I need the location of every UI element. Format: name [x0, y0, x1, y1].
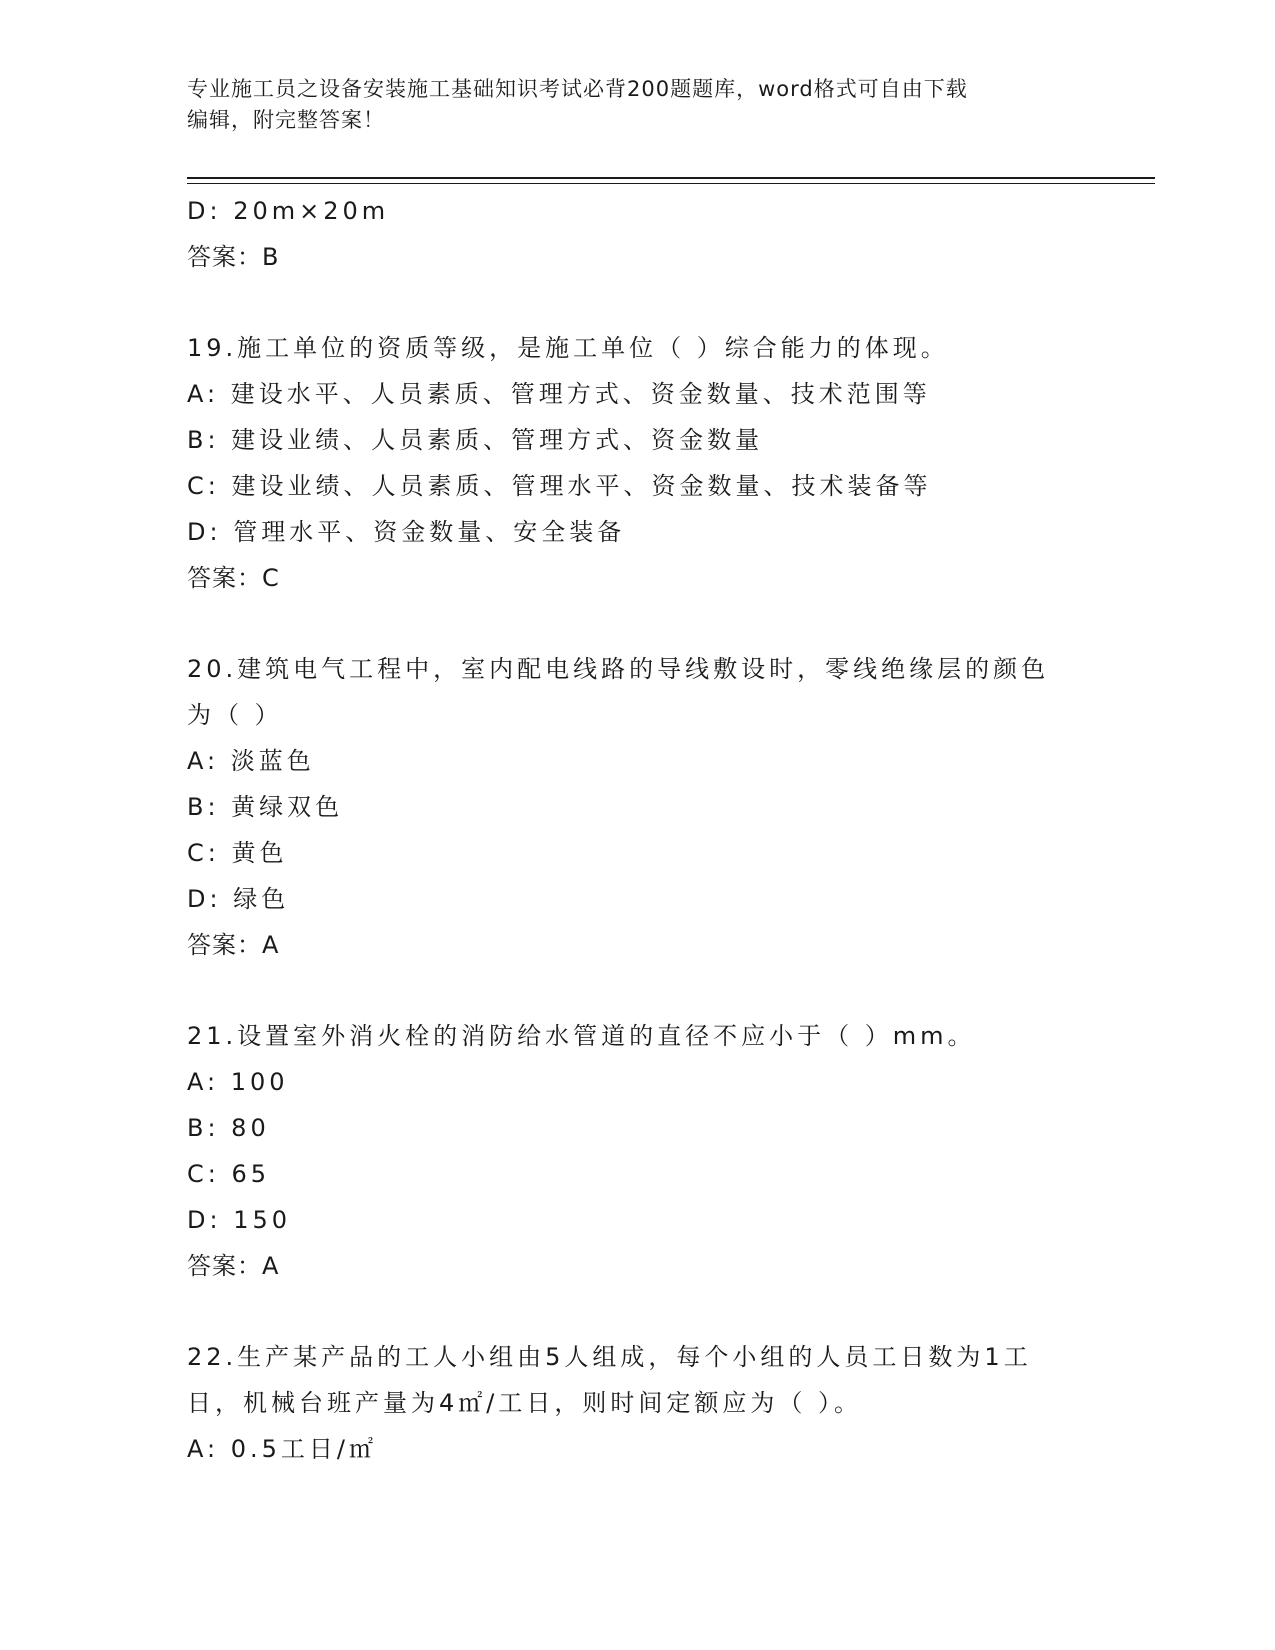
header-line-2: 编辑，附完整答案！ [187, 108, 385, 132]
option-a: A: 0.5工日/㎡ [187, 1435, 377, 1463]
question-19 [187, 325, 1087, 601]
answer: 答案：C [187, 564, 280, 592]
option-c: C: 黄色 [187, 839, 288, 867]
question-stem: 22.生产某产品的工人小组由5人组成，每个小组的人员工日数为1工 [187, 1343, 1032, 1371]
question-stem-continued: 为（ ） [187, 701, 283, 729]
answer: 答案：A [187, 931, 280, 959]
document-header [187, 74, 1067, 136]
spacer [187, 1289, 1087, 1334]
question-22 [187, 1334, 1087, 1472]
question-stem-continued: 日，机械台班产量为4㎡/工日，则时间定额应为（ ）。 [187, 1389, 862, 1417]
header-divider-thin [187, 183, 1155, 184]
spacer [187, 280, 1087, 325]
question-stem: 21.设置室外消火栓的消防给水管道的直径不应小于（ ）mm。 [187, 1022, 976, 1050]
option-c: C: 65 [187, 1160, 271, 1188]
option-b: B: 建设业绩、人员素质、管理方式、资金数量 [187, 426, 764, 454]
option-b: B: 80 [187, 1114, 270, 1142]
option-a: A: 建设水平、人员素质、管理方式、资金数量、技术范围等 [187, 380, 931, 408]
header-divider-thick [187, 177, 1155, 179]
question-21 [187, 1013, 1087, 1289]
option-a: A: 100 [187, 1068, 289, 1096]
option-d: D: 绿色 [187, 885, 290, 913]
question-stem: 19.施工单位的资质等级，是施工单位（ ）综合能力的体现。 [187, 334, 949, 362]
question-stem: 20.建筑电气工程中，室内配电线路的导线敷设时，零线绝缘层的颜色 [187, 655, 1050, 683]
spacer [187, 601, 1087, 646]
prev-option-d: D: 20m×20m [187, 197, 390, 225]
option-a: A: 淡蓝色 [187, 747, 315, 775]
option-d: D: 管理水平、资金数量、安全装备 [187, 518, 626, 546]
question-20 [187, 646, 1087, 968]
option-d: D: 150 [187, 1206, 292, 1234]
header-line-1: 专业施工员之设备安装施工基础知识考试必背200题题库，word格式可自由下载 [187, 77, 968, 101]
spacer [187, 968, 1087, 1013]
option-b: B: 黄绿双色 [187, 793, 344, 821]
prev-answer: 答案：B [187, 243, 280, 271]
option-c: C: 建设业绩、人员素质、管理水平、资金数量、技术装备等 [187, 472, 932, 500]
question-list [187, 188, 1087, 1472]
answer: 答案：A [187, 1252, 280, 1280]
